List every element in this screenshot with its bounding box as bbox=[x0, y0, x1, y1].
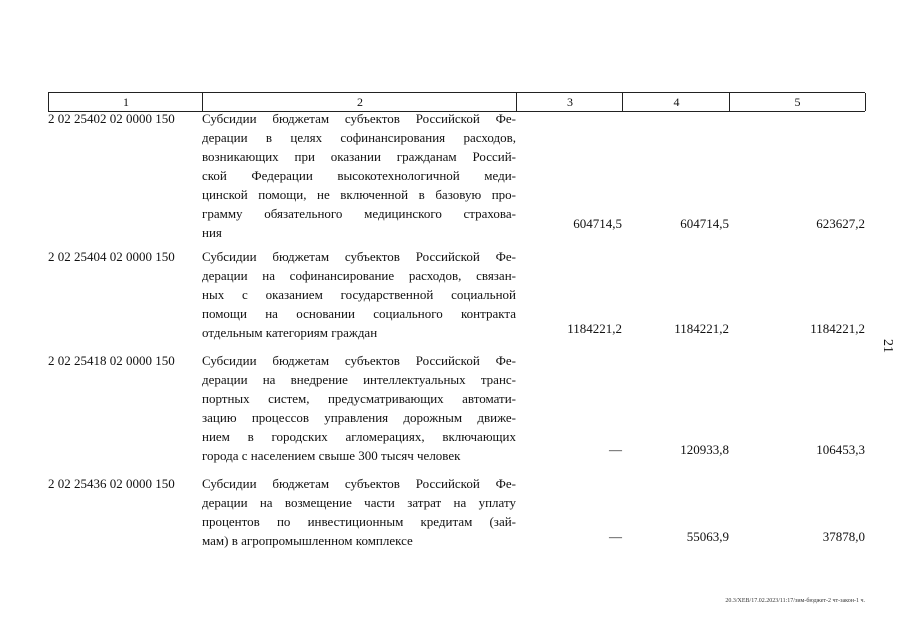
value-col-5: 623627,2 bbox=[816, 216, 865, 231]
value-col-3: — bbox=[609, 529, 622, 544]
row-description bbox=[202, 247, 516, 342]
budget-code: 2 02 25404 02 0000 150 bbox=[48, 249, 175, 264]
row-description bbox=[202, 109, 516, 242]
description-line: портных систем, предусматривающих автомати- bbox=[202, 391, 516, 406]
value-col-4: 1184221,2 bbox=[674, 321, 729, 336]
value-col-5: 1184221,2 bbox=[810, 321, 865, 336]
description-line: дерации на софинансирование расходов, связан- bbox=[202, 268, 516, 283]
table-row bbox=[48, 109, 865, 244]
description-line: Субсидии бюджетам субъектов Российской Фе- bbox=[202, 111, 516, 126]
description-line: мам) в агропромышленном комплексе bbox=[202, 533, 413, 548]
table-row bbox=[48, 247, 865, 345]
description-line: грамму обязательного медицинского страхова- bbox=[202, 206, 516, 221]
budget-code: 2 02 25402 02 0000 150 bbox=[48, 111, 175, 126]
value-col-5: 37878,0 bbox=[822, 529, 865, 544]
header-col-2: 2 bbox=[202, 93, 517, 111]
budget-code: 2 02 25436 02 0000 150 bbox=[48, 476, 175, 491]
value-col-3: 1184221,2 bbox=[567, 321, 622, 336]
header-col-5: 5 bbox=[729, 93, 866, 111]
description-line: ния bbox=[202, 225, 222, 240]
description-line: ской Федерации высокотехнологичной меди- bbox=[202, 168, 516, 183]
description-line: возникающих при оказании гражданам Россий- bbox=[202, 149, 516, 164]
value-col-4: 120933,8 bbox=[680, 442, 729, 457]
description-line: Субсидии бюджетам субъектов Российской Фе- bbox=[202, 476, 516, 491]
value-col-5: 106453,3 bbox=[816, 442, 865, 457]
description-line: Субсидии бюджетам субъектов Российской Фе- bbox=[202, 249, 516, 264]
description-line: дерации на возмещение части затрат на уплату bbox=[202, 495, 516, 510]
header-col-4: 4 bbox=[622, 93, 730, 111]
description-line: дерации в целях софинансирования расходов, bbox=[202, 130, 516, 145]
header-col-3: 3 bbox=[516, 93, 623, 111]
description-line: нием в городских агломерациях, включающих bbox=[202, 429, 516, 444]
description-line: цинской помощи, не включенной в базовую про- bbox=[202, 187, 516, 202]
row-description bbox=[202, 351, 516, 465]
description-line: зацию процессов управления дорожным движе- bbox=[202, 410, 516, 425]
value-col-3: — bbox=[609, 442, 622, 457]
description-line: дерации на внедрение интеллектуальных транс- bbox=[202, 372, 516, 387]
description-line: отдельным категориям граждан bbox=[202, 325, 378, 340]
document-footer: 20.3/XEB/17.02.2023/11:17/зим-бюджет-2 чт-закон-1 ч. bbox=[725, 598, 865, 604]
table-row bbox=[48, 474, 865, 554]
value-col-4: 604714,5 bbox=[680, 216, 729, 231]
page-number: 21 bbox=[880, 339, 895, 353]
budget-code: 2 02 25418 02 0000 150 bbox=[48, 353, 175, 368]
description-line: Субсидии бюджетам субъектов Российской Фе- bbox=[202, 353, 516, 368]
header-col-1: 1 bbox=[48, 93, 203, 111]
description-line: ных с оказанием государственной социальной bbox=[202, 287, 516, 302]
description-line: процентов по инвестиционным кредитам (зай- bbox=[202, 514, 516, 529]
row-description bbox=[202, 474, 516, 550]
description-line: помощи на основании социального контракта bbox=[202, 306, 516, 321]
value-col-3: 604714,5 bbox=[573, 216, 622, 231]
description-line: города с населением свыше 300 тысяч человек bbox=[202, 448, 461, 463]
table-row bbox=[48, 351, 865, 467]
value-col-4: 55063,9 bbox=[686, 529, 729, 544]
